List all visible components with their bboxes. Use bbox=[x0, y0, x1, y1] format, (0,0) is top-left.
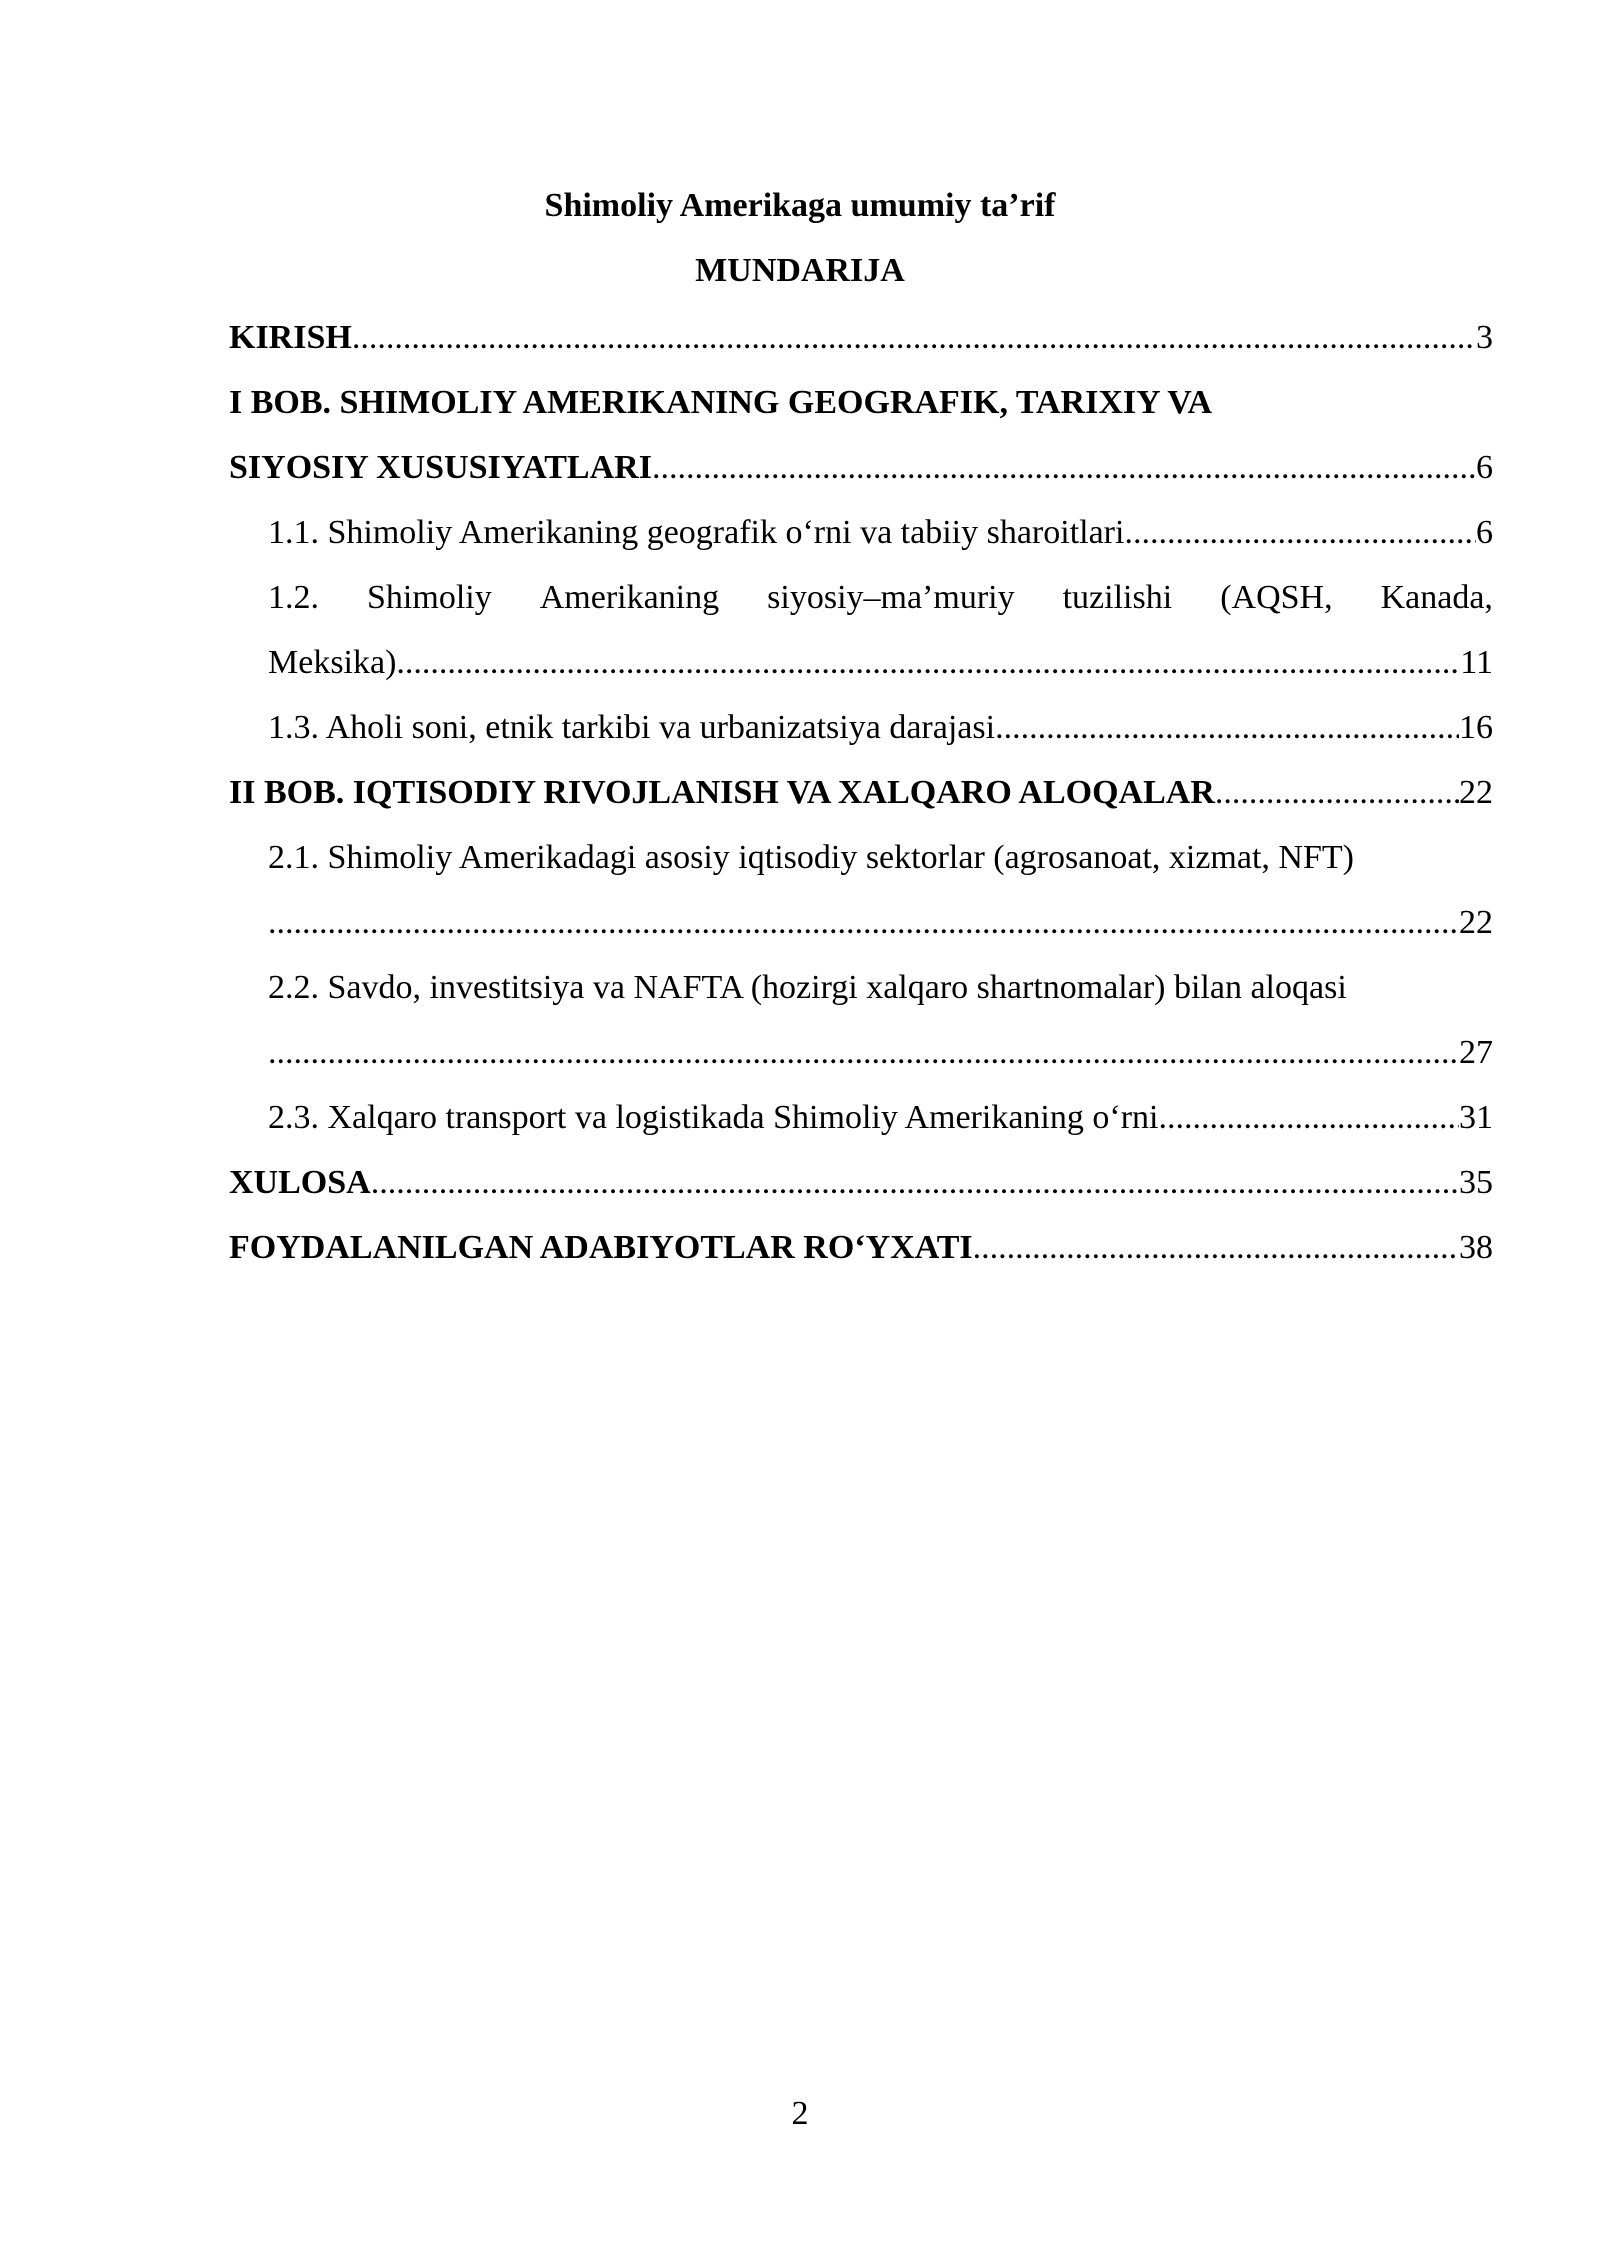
toc-entry-label: FOYDALANILGAN ADABIYOTLAR RO‘YXATI bbox=[229, 1229, 973, 1266]
toc-word: siyosiy–ma’muriy bbox=[767, 579, 1015, 616]
toc-dot-leader bbox=[1158, 1096, 1459, 1140]
page-number: 2 bbox=[791, 2095, 809, 2132]
toc-entry-1-1[interactable] bbox=[268, 511, 1493, 555]
toc-entry-label: 2.1. Shimoliy Amerikadagi asosiy iqtisodiy sektorlar (agrosanoat, xizmat, NFT) bbox=[268, 839, 1354, 876]
toc-entry-kirish[interactable] bbox=[229, 316, 1493, 360]
toc-entry-label: 1.3. Aholi soni, etnik tarkibi va urbanizatsiya darajasi bbox=[268, 709, 996, 746]
toc-entry-2-1-line2[interactable] bbox=[268, 901, 1493, 945]
toc-heading: MUNDARIJA bbox=[695, 252, 905, 289]
toc-entry-label: Meksika) bbox=[268, 644, 397, 681]
toc-word: Amerikaning bbox=[539, 579, 720, 616]
toc-dot-leader bbox=[1124, 511, 1476, 555]
toc-word: (AQSH, bbox=[1220, 579, 1333, 616]
toc-entry-label: 1.1. Shimoliy Amerikaning geografik o‘rni va tabiiy sharoitlari bbox=[268, 514, 1125, 551]
toc-entry-label: I BOB. SHIMOLIY AMERIKANING GEOGRAFIK, TARIXIY VA bbox=[229, 384, 1213, 421]
toc-page-number: 11 bbox=[1460, 644, 1493, 681]
toc-entry-2-2-line2[interactable] bbox=[268, 1031, 1493, 1075]
toc-entry-adabiyotlar[interactable] bbox=[229, 1226, 1493, 1270]
toc-entry-label: 2.2. Savdo, investitsiya va NAFTA (hozirgi xalqaro shartnomalar) bilan aloqasi bbox=[268, 969, 1347, 1006]
toc-dot-leader bbox=[352, 316, 1476, 360]
toc-entry-2-1-line1[interactable] bbox=[268, 836, 1493, 880]
toc-entry-bob1-line2[interactable] bbox=[229, 446, 1493, 490]
toc-page-number: 38 bbox=[1459, 1229, 1493, 1266]
toc-entry-label: SIYOSIY XUSUSIYATLARI bbox=[229, 449, 652, 486]
toc-entry-bob2[interactable] bbox=[229, 771, 1493, 815]
toc-page-number: 22 bbox=[1459, 904, 1493, 941]
toc-word: Kanada, bbox=[1380, 579, 1493, 616]
toc-entry-2-2-line1[interactable] bbox=[268, 966, 1493, 1010]
toc-dot-leader bbox=[371, 1161, 1459, 1205]
toc-entry-2-3[interactable] bbox=[268, 1096, 1493, 1140]
toc-page-number: 6 bbox=[1476, 449, 1493, 486]
toc-page-number: 27 bbox=[1459, 1034, 1493, 1071]
toc-entry-1-3[interactable] bbox=[268, 706, 1493, 750]
toc-entry-xulosa[interactable] bbox=[229, 1161, 1493, 1205]
toc-dot-leader bbox=[995, 706, 1459, 750]
toc-word: 1.2. bbox=[268, 579, 319, 616]
toc-page-number: 6 bbox=[1476, 514, 1493, 551]
toc-entry-1-2-line1[interactable] bbox=[268, 576, 1493, 620]
toc-entry-bob1-line1[interactable] bbox=[229, 381, 1493, 425]
toc-entry-label: II BOB. IQTISODIY RIVOJLANISH VA XALQARO ALOQALAR bbox=[229, 774, 1215, 811]
toc-page-number: 16 bbox=[1459, 709, 1493, 746]
toc-word: tuzilishi bbox=[1062, 579, 1173, 616]
toc-page-number: 22 bbox=[1459, 774, 1493, 811]
toc-page-number: 35 bbox=[1459, 1164, 1493, 1201]
toc-entry-label: XULOSA bbox=[229, 1164, 371, 1201]
toc-dot-leader bbox=[652, 446, 1476, 490]
toc-entry-label: KIRISH bbox=[229, 319, 352, 356]
toc-dot-leader bbox=[396, 641, 1460, 685]
toc-page-number: 31 bbox=[1459, 1099, 1493, 1136]
toc-word: Shimoliy bbox=[367, 579, 492, 616]
toc-dot-leader bbox=[973, 1226, 1459, 1270]
toc-entry-label: 2.3. Xalqaro transport va logistikada Shimoliy Amerikaning o‘rni bbox=[268, 1099, 1159, 1136]
toc-dot-leader bbox=[268, 1031, 1459, 1075]
toc-entry-1-2-line2[interactable] bbox=[268, 641, 1493, 685]
toc-dot-leader bbox=[268, 901, 1459, 945]
toc-dot-leader bbox=[1215, 771, 1459, 815]
document-title: Shimoliy Amerikaga umumiy ta’rif bbox=[544, 187, 1056, 224]
toc-page-number: 3 bbox=[1476, 319, 1493, 356]
